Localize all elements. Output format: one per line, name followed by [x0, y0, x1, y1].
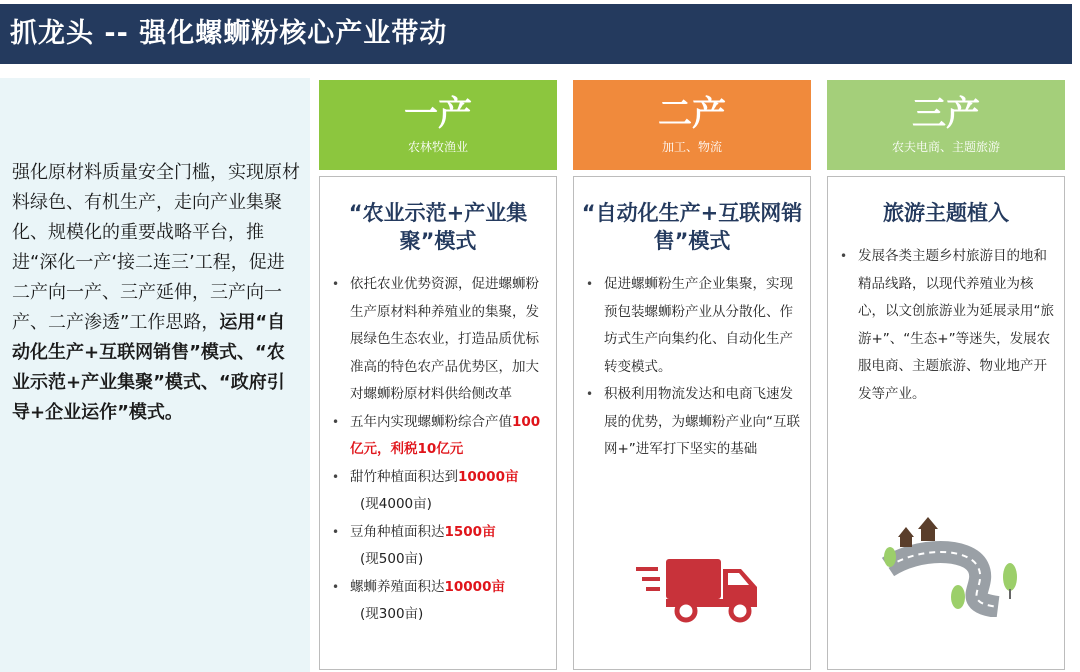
column-secondary-industry: [573, 80, 811, 670]
column-header-big: 二产: [658, 94, 726, 134]
list-item: • 五年内实现螺蛳粉综合产值100亿元，利税10亿元: [332, 409, 546, 464]
list-item: • 发展各类主题乡村旅游目的地和精品线路，以现代养殖业为核心，以文创旅游业为延展录用“旅游+”、“生态+”等迷失，发展农服电商、主题旅游、物业地产开发等产业。: [840, 243, 1054, 408]
column-header: [319, 80, 557, 170]
left-description-normal: 强化原材料质量安全门槛，实现原材料绿色、有机生产，走向产业集聚化、规模化的重要战略平台，推进“深化一产‘接二连三’工程，促进二产向一产、三产延伸，三产向一产、二产渗透”工作思路，: [12, 162, 300, 333]
list-item: • 积极利用物流发达和电商飞速发展的优势，为螺蛳粉产业向“互联网+”进军打下坚实的基础: [586, 381, 800, 464]
list-item: • 螺蛳养殖面积达10000亩 (现300亩): [332, 574, 546, 629]
list-item: • 豆角种植面积达1500亩 (现500亩): [332, 519, 546, 574]
column-header-small: 加工、物流: [661, 140, 722, 154]
bullet-list: [828, 227, 1064, 408]
column-title: “农业示范+产业集聚”模式: [348, 201, 528, 253]
column-body: [319, 176, 557, 670]
highlight-value: 100亿元，利税10亿元: [350, 413, 541, 457]
column-header-small: 农夫电商、主题旅游: [891, 140, 1000, 154]
list-item: • 依托农业优势资源，促进螺蛳粉生产原材料种养殖业的集聚，发展绿色生态农业，打造品质优标准高的特色农产品优势区，加大对螺蛳粉原材料供给侧改革: [332, 271, 546, 409]
bullet-list: [574, 255, 810, 464]
column-title: 旅游主题植入: [883, 201, 1009, 225]
left-description: [12, 158, 302, 428]
column-header-small: 农林牧渔业: [407, 140, 468, 154]
highlight-value: 10000亩: [458, 468, 519, 485]
bullet-list: [320, 255, 556, 629]
list-item: • 促进螺蛳粉生产企业集聚，实现预包装螺蛳粉产业从分散化、作坊式生产向集约化、自动化生产转变模式。: [586, 271, 800, 381]
column-tertiary-industry: [827, 80, 1065, 670]
column-header-big: 一产: [404, 94, 472, 134]
highlight-value: 10000亩: [444, 578, 505, 595]
column-header-big: 三产: [912, 94, 980, 134]
column-header: [573, 80, 811, 170]
column-title: “自动化生产+互联网销售”模式: [581, 201, 803, 253]
left-description-bold: 运用“自动化生产+互联网销售”模式、“农业示范+产业集聚”模式、“政府引导+企业运作”模式。: [12, 312, 286, 423]
column-body: [827, 176, 1065, 670]
delivery-truck-icon: [636, 549, 766, 629]
list-item: • 甜竹种植面积达到10000亩 (现4000亩): [332, 464, 546, 519]
column-body: [573, 176, 811, 670]
page-title-text: 抓龙头 -- 强化螺蛳粉核心产业带动: [10, 18, 448, 49]
column-header: [827, 80, 1065, 170]
road-village-icon: [878, 507, 1028, 617]
highlight-value: 1500亩: [444, 523, 496, 540]
page-title: [0, 4, 1072, 64]
column-primary-industry: [319, 80, 557, 670]
